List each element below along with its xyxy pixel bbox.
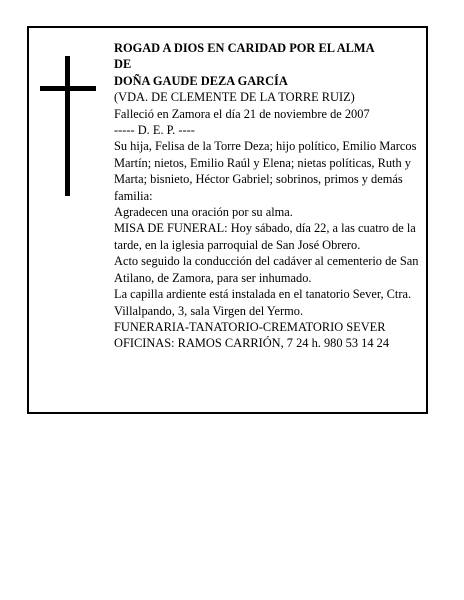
funeral-mass: MISA DE FUNERAL: Hoy sábado, día 22, a las cuatro de la tarde, en la iglesia parroquial de San José Obrero. [114, 221, 416, 252]
heading-line1: ROGAD A DIOS EN CARIDAD POR EL ALMA [114, 41, 375, 55]
widow-of: (VDA. DE CLEMENTE DE LA TORRE RUIZ) [114, 90, 355, 105]
deceased-name: DOÑA GAUDE DEZA GARCÍA [114, 73, 288, 88]
family-list: Su hija, Felisa de la Torre Deza; hijo político, Emilio Marcos Martín; nietos, Emilio Raúl y Elena; nietas políticas, Ruth y Marta; bisnieto, Héctor Gabriel; sobrinos, primos y demás familia: [114, 139, 417, 203]
death-statement: Falleció en Zamora el día 21 de noviembre de 2007 [114, 106, 370, 121]
obituary-text [114, 40, 424, 352]
rip-line: ----- D. E. P. ---- [114, 123, 195, 138]
burial-info: Acto seguido la conducción del cadáver al cementerio de San Atilano, de Zamora, para ser inhumado. [114, 254, 419, 285]
heading-line2: DE [114, 57, 132, 72]
chapel-info: La capilla ardiente está instalada en el tanatorio Sever, Ctra. Villalpando, 3, sala Virgen del Yermo. [114, 287, 412, 318]
cross-icon [65, 56, 70, 196]
offices-info: OFICINAS: RAMOS CARRIÓN, 7 24 h. 980 53 14 24 [114, 336, 390, 351]
funeral-home: FUNERARIA-TANATORIO-CREMATORIO SEVER [114, 319, 386, 334]
cross-icon-bar [40, 86, 96, 91]
thanks-line: Agradecen una oración por su alma. [114, 205, 293, 220]
